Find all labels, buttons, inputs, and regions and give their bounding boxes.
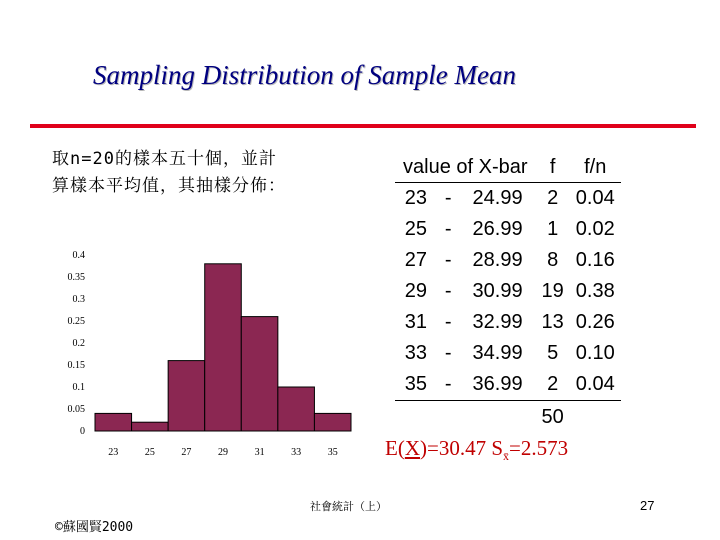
cell-to: 36.99 bbox=[460, 369, 536, 401]
header-xbar: value of X-bar bbox=[395, 152, 536, 183]
intro-line-2: 算樣本平均值，其抽樣分佈： bbox=[52, 176, 286, 196]
x-tick-label: 25 bbox=[144, 447, 155, 458]
histogram-bar bbox=[132, 422, 169, 431]
table-header-row bbox=[395, 152, 621, 183]
cell-from: 23 bbox=[404, 187, 428, 209]
cell-f: 2 bbox=[547, 187, 559, 209]
table-row bbox=[395, 276, 621, 307]
sd-subscript: x̄ bbox=[503, 449, 510, 464]
page-number: 27 bbox=[640, 498, 655, 513]
table-row bbox=[395, 338, 621, 369]
y-tick-label: 0.2 bbox=[72, 338, 85, 349]
cell-f: 1 bbox=[547, 218, 559, 240]
cell-dash: - bbox=[444, 218, 452, 240]
y-tick-label: 0.35 bbox=[67, 272, 85, 283]
cell-from: 27 bbox=[404, 249, 428, 271]
x-tick-label: 27 bbox=[181, 447, 192, 458]
table-row bbox=[395, 183, 621, 215]
mean-prefix: E( bbox=[385, 436, 405, 460]
x-tick-label: 29 bbox=[218, 447, 228, 458]
frequency-table bbox=[395, 152, 621, 433]
histogram-bar bbox=[168, 361, 205, 431]
cell-dash: - bbox=[444, 249, 452, 271]
copyright-text: ©蘇國賢2000 bbox=[55, 520, 134, 535]
cell-from: 25 bbox=[404, 218, 428, 240]
cell-to: 28.99 bbox=[472, 249, 523, 271]
y-tick-label: 0.4 bbox=[72, 250, 85, 261]
table-row bbox=[395, 214, 621, 245]
histogram-bar bbox=[95, 413, 132, 431]
cell-dash: - bbox=[444, 280, 452, 302]
cell-f: 5 bbox=[547, 342, 559, 364]
cell-fn: 0.16 bbox=[575, 249, 615, 271]
cell-fn: 0.26 bbox=[575, 311, 615, 333]
title-divider bbox=[30, 124, 696, 128]
cell-total: 50 bbox=[541, 405, 564, 428]
table-row bbox=[395, 245, 621, 276]
mean-variable: X bbox=[404, 436, 420, 460]
cell-from: 31 bbox=[404, 311, 428, 333]
histogram-bar bbox=[314, 413, 351, 431]
cell-fn: 0.02 bbox=[575, 218, 615, 240]
y-tick-label: 0.05 bbox=[67, 404, 85, 415]
cell-to: 32.99 bbox=[472, 311, 523, 333]
intro-text bbox=[52, 146, 357, 200]
mean-suffix: )=30.47 bbox=[420, 436, 487, 460]
histogram-bar bbox=[278, 387, 315, 431]
cell-fn: 0.38 bbox=[575, 280, 615, 302]
cell-f: 13 bbox=[541, 311, 564, 333]
y-tick-label: 0.3 bbox=[72, 294, 85, 305]
y-tick-label: 0.15 bbox=[67, 360, 85, 371]
table-row bbox=[395, 369, 621, 401]
cell-to: 34.99 bbox=[472, 342, 523, 364]
sd-value: =2.573 bbox=[509, 436, 569, 460]
y-tick-label: 0 bbox=[80, 426, 85, 437]
intro-line-1: 取n=20的樣本五十個，並計 bbox=[52, 149, 277, 169]
y-tick-label: 0.1 bbox=[72, 382, 85, 393]
cell-fn: 0.04 bbox=[570, 369, 621, 401]
cell-f: 8 bbox=[547, 249, 559, 271]
cell-fn: 0.10 bbox=[575, 342, 615, 364]
x-tick-label: 31 bbox=[254, 447, 265, 458]
sd-label: S bbox=[491, 436, 504, 460]
cell-f: 2 bbox=[536, 369, 570, 401]
cell-from: 33 bbox=[404, 342, 428, 364]
histogram-chart bbox=[55, 245, 355, 460]
x-tick-label: 33 bbox=[291, 447, 302, 458]
cell-dash: - bbox=[444, 311, 452, 333]
cell-fn: 0.04 bbox=[575, 187, 615, 209]
table-total-row bbox=[395, 401, 621, 434]
footer-course: 社會統計（上） bbox=[310, 500, 387, 513]
x-tick-label: 23 bbox=[108, 447, 119, 458]
x-tick-label: 35 bbox=[327, 447, 338, 458]
cell-dash: - bbox=[444, 187, 452, 209]
cell-to: 30.99 bbox=[472, 280, 523, 302]
cell-dash: - bbox=[437, 369, 460, 401]
cell-to: 26.99 bbox=[472, 218, 523, 240]
cell-from: 35 bbox=[395, 369, 437, 401]
cell-from: 29 bbox=[404, 280, 428, 302]
header-fn: f/n bbox=[570, 152, 621, 183]
table-row bbox=[395, 307, 621, 338]
slide-title: Sampling Distribution of Sample Mean bbox=[93, 60, 516, 90]
summary-stats bbox=[385, 436, 568, 464]
histogram-bar bbox=[205, 264, 242, 431]
cell-f: 19 bbox=[541, 280, 564, 302]
y-tick-label: 0.25 bbox=[67, 316, 85, 327]
cell-dash: - bbox=[444, 342, 452, 364]
cell-to: 24.99 bbox=[472, 187, 523, 209]
header-f: f bbox=[536, 152, 570, 183]
histogram-bar bbox=[241, 317, 278, 431]
